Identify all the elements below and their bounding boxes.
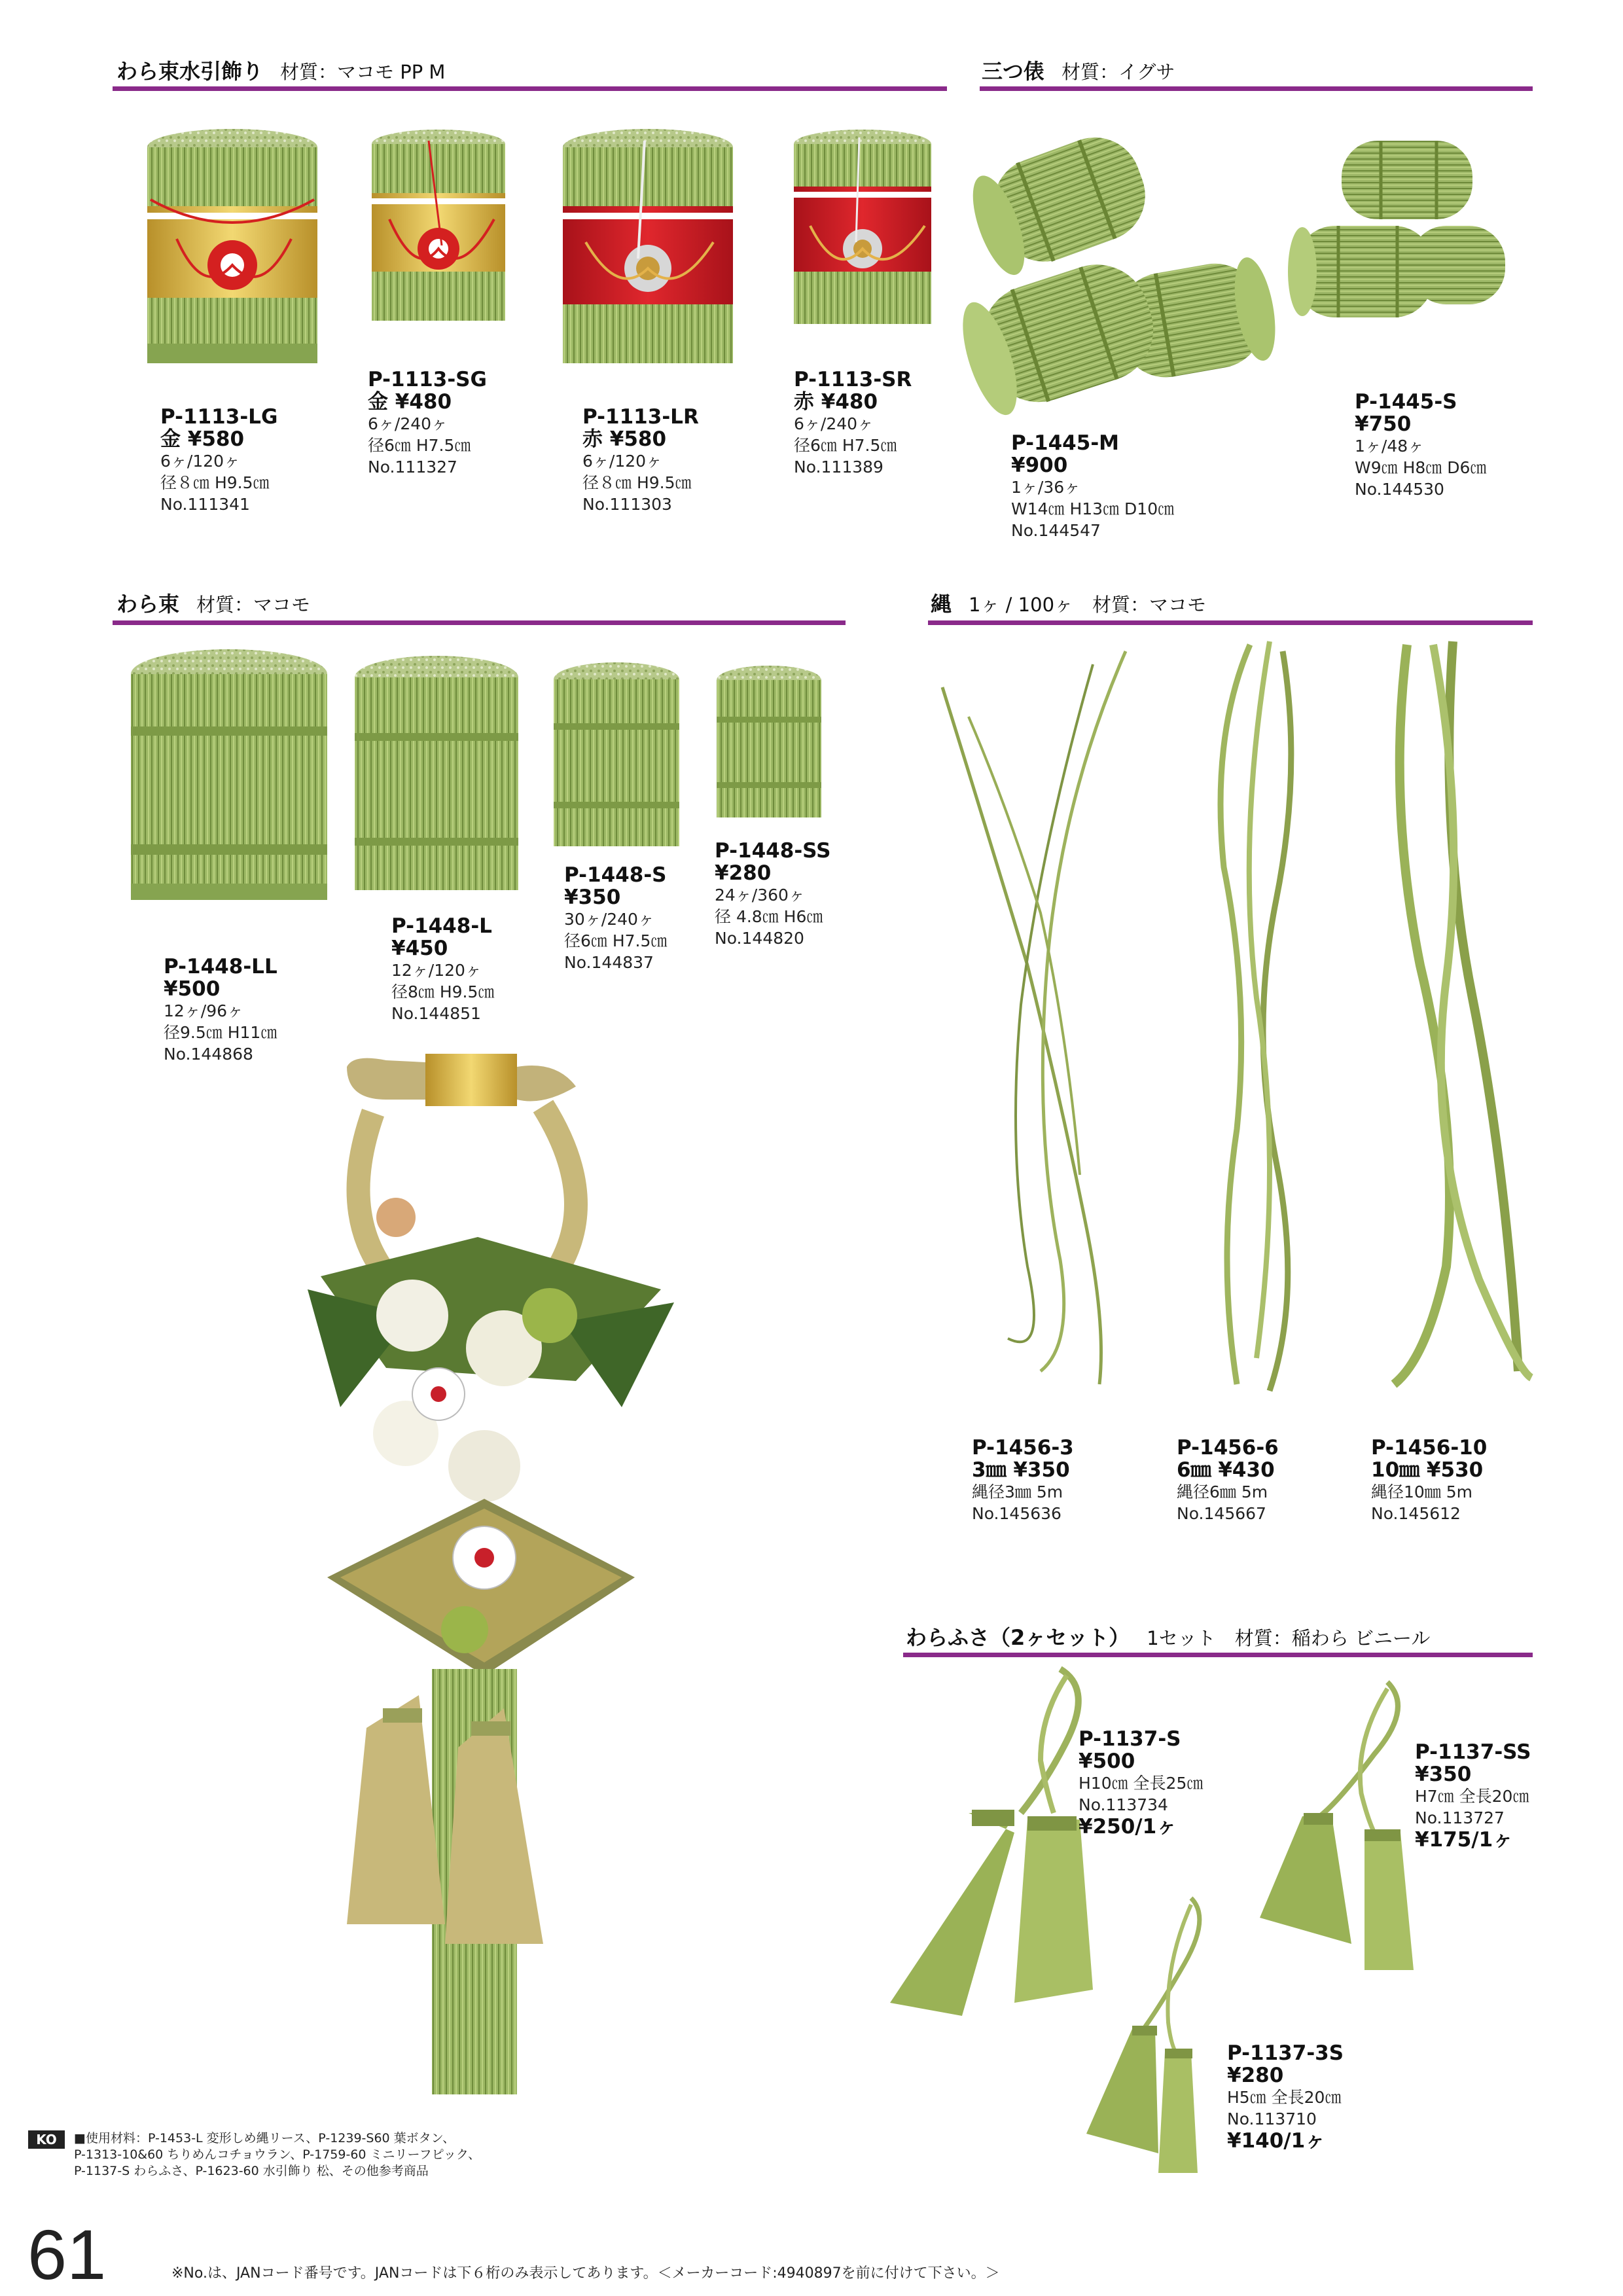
straw-tassel-3s-image <box>1080 1892 1224 2179</box>
product-code: P-1445-S <box>1355 390 1457 414</box>
product-code: P-1456-10 <box>1371 1436 1488 1460</box>
product-no: No.113727 <box>1415 1808 1505 1827</box>
product-qty: 12ヶ/120ヶ <box>391 961 482 980</box>
product-code: P-1137-SS <box>1415 1740 1531 1764</box>
product-no: No.144851 <box>391 1004 481 1023</box>
product-code: P-1113-SR <box>794 368 912 391</box>
product-unit-price: ¥175/1ヶ <box>1415 1828 1514 1852</box>
straw-bundle-ss-image <box>713 664 825 821</box>
product-size: 縄径3㎜ 5m <box>972 1482 1063 1501</box>
product-code: P-1137-3S <box>1227 2041 1344 2065</box>
straw-bundle-s-image <box>550 661 684 851</box>
product-no: No.145612 <box>1371 1504 1461 1523</box>
brand-label: KO <box>28 2130 65 2149</box>
product-p1456-10 <box>1371 1437 1487 1524</box>
section-title-mizuhiki: わら束水引飾り 材質：マコモ PP M <box>116 59 446 84</box>
section-rule <box>113 620 846 625</box>
product-code: P-1456-6 <box>1177 1436 1279 1460</box>
product-size: 縄径6㎜ 5m <box>1177 1482 1268 1501</box>
product-size: 縄径10㎜ 5m <box>1371 1482 1473 1501</box>
rope-10mm-image <box>1368 638 1544 1410</box>
product-code: P-1456-3 <box>972 1436 1074 1460</box>
product-size: 径8㎝ H9.5㎝ <box>391 982 495 1001</box>
product-unit-price: ¥140/1ヶ <box>1227 2129 1326 2153</box>
product-price: 金 ¥480 <box>368 390 452 414</box>
shimenawa-arrangement-image <box>268 1041 700 2121</box>
product-price: 6㎜ ¥430 <box>1177 1458 1275 1482</box>
product-p1113-lg <box>160 406 277 515</box>
straw-bundle-red-small-image <box>784 128 941 344</box>
product-price: 3㎜ ¥350 <box>972 1458 1070 1482</box>
product-price: ¥750 <box>1355 412 1412 436</box>
straw-bundle-red-large-image <box>553 128 743 383</box>
product-no: No.111327 <box>368 457 457 476</box>
product-p1448-l <box>391 915 494 1024</box>
usage-note-line: P-1313-10&60 ちりめんコチョウラン、P-1759-60 ミニリーフピック、 <box>74 2147 481 2162</box>
product-price: ¥350 <box>1415 1763 1472 1786</box>
product-no: No.111389 <box>794 457 883 476</box>
straw-bundle-gold-large-image <box>137 128 327 383</box>
product-size: 径6㎝ H7.5㎝ <box>794 436 897 455</box>
product-code: P-1448-S <box>564 863 667 887</box>
product-no: No.144530 <box>1355 480 1444 499</box>
product-size: 径８㎝ H9.5㎝ <box>582 473 692 492</box>
product-code: P-1137-S <box>1079 1727 1181 1751</box>
product-qty: 6ヶ/120ヶ <box>160 452 241 471</box>
product-price: ¥280 <box>1227 2064 1284 2087</box>
product-qty: 1ヶ/36ヶ <box>1011 478 1081 497</box>
product-price: 金 ¥580 <box>160 427 245 451</box>
product-code: P-1113-SG <box>368 368 487 391</box>
product-p1113-sg <box>368 368 487 478</box>
product-p1137-3s <box>1227 2042 1344 2152</box>
product-code: P-1448-LL <box>164 955 277 978</box>
straw-bale-triple-medium-image <box>969 131 1276 425</box>
straw-bundle-ll-image <box>124 648 334 910</box>
section-rule <box>928 620 1533 625</box>
rope-3mm-image <box>929 638 1139 1410</box>
section-title-warafusa: わらふさ（2ヶセット） 1セット 材質：稲わら ビニール <box>906 1625 1431 1650</box>
product-no: No.111303 <box>582 495 672 514</box>
product-p1113-sr <box>794 368 912 478</box>
product-code: P-1445-M <box>1011 431 1120 455</box>
section-title-warataba: わら束 材質：マコモ <box>116 592 311 617</box>
product-price: 10㎜ ¥530 <box>1371 1458 1484 1482</box>
product-size: 径9.5㎝ H11㎝ <box>164 1023 277 1042</box>
straw-bundle-gold-small-image <box>363 128 514 337</box>
product-size: 径 4.8㎝ H6㎝ <box>715 907 823 926</box>
product-price: ¥500 <box>1079 1749 1135 1773</box>
product-p1137-ss <box>1415 1741 1531 1851</box>
product-no: No.145667 <box>1177 1504 1266 1523</box>
straw-bundle-l-image <box>350 655 524 897</box>
product-p1456-6 <box>1177 1437 1279 1524</box>
product-no: No.113734 <box>1079 1795 1168 1814</box>
product-p1445-s <box>1355 391 1486 500</box>
straw-tassel-ss-image <box>1257 1676 1427 1990</box>
product-price: ¥500 <box>164 977 221 1001</box>
product-price: 赤 ¥580 <box>582 427 667 451</box>
product-no: No.144547 <box>1011 521 1101 540</box>
usage-note <box>74 2130 480 2179</box>
product-no: No.144820 <box>715 929 804 948</box>
section-rule <box>113 86 947 91</box>
product-size: 径８㎝ H9.5㎝ <box>160 473 270 492</box>
product-p1113-lr <box>582 406 699 515</box>
product-p1448-ll <box>164 956 277 1065</box>
product-code: P-1113-LG <box>160 405 278 429</box>
product-size: H10㎝ 全長25㎝ <box>1079 1774 1204 1793</box>
section-rule <box>903 1653 1533 1657</box>
usage-note-line: P-1137-S わらふさ、P-1623-60 水引飾り 松、その他参考商品 <box>74 2164 429 2178</box>
product-no: No.111341 <box>160 495 250 514</box>
product-p1448-s <box>564 864 667 973</box>
usage-note-line: ■使用材料：P-1453-L 変形しめ縄リース、P-1239-S60 葉ボタン、 <box>74 2131 455 2145</box>
rope-6mm-image <box>1198 638 1322 1410</box>
product-price: ¥350 <box>564 886 621 909</box>
straw-bale-triple-small-image <box>1293 134 1508 331</box>
product-qty: 6ヶ/120ヶ <box>582 452 663 471</box>
product-qty: 6ヶ/240ヶ <box>794 414 874 433</box>
product-qty: 6ヶ/240ヶ <box>368 414 448 433</box>
page-number: 61 <box>27 2215 107 2294</box>
product-qty: 30ヶ/240ヶ <box>564 910 654 929</box>
product-no: No.145636 <box>972 1504 1061 1523</box>
product-price: 赤 ¥480 <box>794 390 878 414</box>
product-no: No.144868 <box>164 1045 253 1064</box>
product-size: H7㎝ 全長20㎝ <box>1415 1787 1529 1806</box>
section-title-mitsudawara: 三つ俵 材質：イグサ <box>982 59 1175 84</box>
footer-note: ※No.は、JANコード番号です。JANコードは下６桁のみ表示してあります。＜メーカーコード:4940897を前に付けて下さい。＞ <box>171 2265 1000 2282</box>
product-size: H5㎝ 全長20㎝ <box>1227 2088 1342 2107</box>
product-size: 径6㎝ H7.5㎝ <box>564 931 668 950</box>
product-price: ¥450 <box>391 937 448 960</box>
product-no: No.144837 <box>564 953 654 972</box>
product-p1456-3 <box>972 1437 1074 1524</box>
product-price: ¥280 <box>715 861 772 885</box>
product-p1137-s <box>1079 1728 1203 1838</box>
product-qty: 24ヶ/360ヶ <box>715 886 805 905</box>
product-price: ¥900 <box>1011 454 1068 477</box>
product-qty: 1ヶ/48ヶ <box>1355 437 1425 456</box>
product-qty: 12ヶ/96ヶ <box>164 1001 244 1020</box>
product-p1448-ss <box>715 840 830 949</box>
product-unit-price: ¥250/1ヶ <box>1079 1815 1177 1839</box>
product-code: P-1113-LR <box>582 405 699 429</box>
product-code: P-1448-SS <box>715 839 831 863</box>
product-size: W14㎝ H13㎝ D10㎝ <box>1011 499 1175 518</box>
product-code: P-1448-L <box>391 914 492 938</box>
section-title-nawa: 縄 1ヶ / 100ヶ 材質：マコモ <box>931 592 1207 617</box>
product-size: W9㎝ H8㎝ D6㎝ <box>1355 458 1487 477</box>
product-p1445-m <box>1011 432 1174 541</box>
product-no: No.113710 <box>1227 2109 1317 2128</box>
section-rule <box>980 86 1533 91</box>
product-size: 径6㎝ H7.5㎝ <box>368 436 471 455</box>
